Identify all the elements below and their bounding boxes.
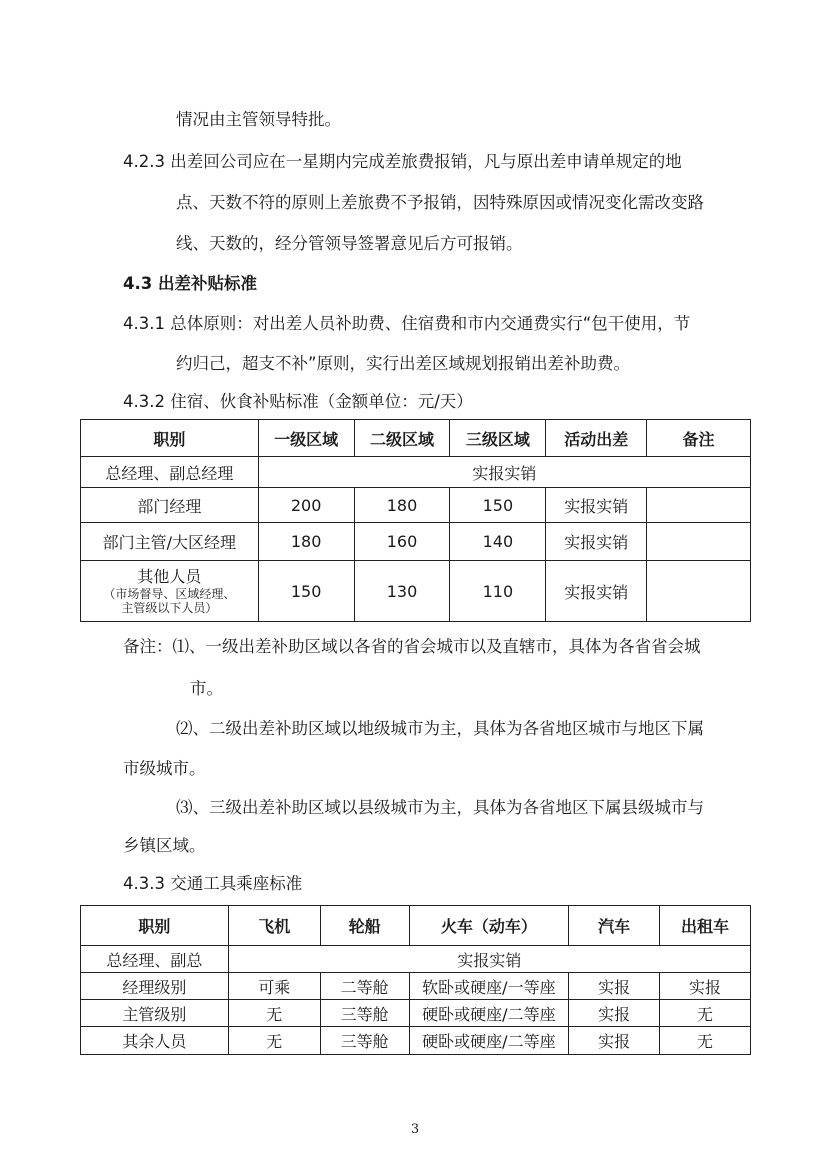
clause-4-2-3: 4.2.3 出差回公司应在一星期内完成差旅费报销，凡与原出差申请单规定的地: [123, 152, 682, 171]
table-cell: 110: [450, 561, 546, 622]
table-cell: 部门主管/大区经理: [81, 523, 259, 561]
table-row: [81, 523, 751, 561]
table-row: [81, 1000, 751, 1027]
table-cell: 实报实销: [228, 946, 750, 973]
table-cell: [81, 561, 259, 622]
allowance-table: [80, 419, 751, 622]
header-cell: 二级区域: [354, 420, 450, 457]
table-cell: 无: [228, 1027, 320, 1055]
table-row: [81, 946, 751, 973]
table-cell: 无: [228, 1000, 320, 1027]
table-cell: 180: [258, 523, 354, 561]
table-cell: 150: [450, 488, 546, 523]
table-cell: 总经理、副总: [81, 946, 229, 973]
table-cell: 实报实销: [258, 457, 750, 488]
note-3: ⑶、三级出差补助区域以县级城市为主，具体为各省地区下属县级城市与: [176, 798, 704, 817]
clause-4-3-1-cont: 约归己，超支不补”原则，实行出差区域规划报销出差补助费。: [176, 354, 631, 373]
header-cell: 备注: [647, 420, 751, 457]
header-cell: 飞机: [228, 906, 320, 946]
table-cell: 总经理、副总经理: [81, 457, 259, 488]
table-cell: [647, 561, 751, 622]
header-cell: 一级区域: [258, 420, 354, 457]
table-cell: 软卧或硬座/一等座: [409, 973, 569, 1000]
header-cell: 轮船: [320, 906, 409, 946]
note-2-cont: 市级城市。: [123, 759, 206, 778]
role-note: （市场督导、区域经理、: [103, 587, 236, 601]
table-cell: 无: [660, 1027, 751, 1055]
clause-4-2-3-cont1: 点、天数不符的原则上差旅费不予报销，因特殊原因或情况变化需改变路: [176, 193, 704, 212]
table-cell: 实报: [569, 1027, 660, 1055]
table-cell: 150: [258, 561, 354, 622]
clause-4-3-3: 4.3.3 交通工具乘座标准: [123, 874, 303, 893]
note-1-cont: 市。: [190, 679, 223, 698]
table-row: [81, 1027, 751, 1055]
section-heading-4-3: 4.3 出差补贴标准: [123, 274, 257, 293]
header-cell: 活动出差: [546, 420, 647, 457]
table-cell: 三等舱: [320, 1000, 409, 1027]
table-cell: 无: [660, 1000, 751, 1027]
table-cell: [647, 488, 751, 523]
para-special-approval: 情况由主管领导特批。: [176, 110, 341, 129]
note-1: 备注：⑴、一级出差补助区域以各省的省会城市以及直辖市，具体为各省省会城: [123, 637, 701, 656]
table-cell: 140: [450, 523, 546, 561]
clause-4-3-1: 4.3.1 总体原则：对出差人员补助费、住宿费和市内交通费实行“包干使用，节: [123, 314, 691, 333]
table-cell: 三等舱: [320, 1027, 409, 1055]
table-header-row: [81, 906, 751, 946]
page-number: 3: [410, 1122, 420, 1137]
clause-4-3-2: 4.3.2 住宿、伙食补贴标准（金额单位：元/天）: [123, 392, 473, 411]
header-cell: 出租车: [660, 906, 751, 946]
table-cell: 部门经理: [81, 488, 259, 523]
table-cell: 130: [354, 561, 450, 622]
header-cell: 职别: [81, 420, 259, 457]
role-note: 主管级以下人员）: [121, 601, 218, 615]
table-cell: 二等舱: [320, 973, 409, 1000]
table-row: [81, 457, 751, 488]
table-cell: 180: [354, 488, 450, 523]
table-cell: 实报: [569, 973, 660, 1000]
table-header-row: [81, 420, 751, 457]
table-cell: 实报实销: [546, 561, 647, 622]
table-cell: 160: [354, 523, 450, 561]
header-cell: 职别: [81, 906, 229, 946]
clause-4-2-3-cont2: 线、天数的，经分管领导签署意见后方可报销。: [176, 234, 523, 253]
table-cell: 实报: [569, 1000, 660, 1027]
header-cell: 火车（动车）: [409, 906, 569, 946]
transport-table: [80, 905, 751, 1055]
table-row: [81, 561, 751, 622]
note-3-cont: 乡镇区域。: [123, 836, 206, 855]
table-cell: 硬卧或硬座/二等座: [409, 1027, 569, 1055]
table-cell: 实报实销: [546, 523, 647, 561]
header-cell: 三级区域: [450, 420, 546, 457]
table-cell: 实报实销: [546, 488, 647, 523]
table-cell: 200: [258, 488, 354, 523]
table-cell: [647, 523, 751, 561]
role-label: 其他人员: [137, 567, 202, 586]
table-cell: 可乘: [228, 973, 320, 1000]
table-row: [81, 488, 751, 523]
table-cell: 实报: [660, 973, 751, 1000]
note-2: ⑵、二级出差补助区域以地级城市为主，具体为各省地区城市与地区下属: [176, 719, 704, 738]
table-cell: 其余人员: [81, 1027, 229, 1055]
table-cell: 硬卧或硬座/二等座: [409, 1000, 569, 1027]
header-cell: 汽车: [569, 906, 660, 946]
table-row: [81, 973, 751, 1000]
table-cell: 经理级别: [81, 973, 229, 1000]
table-cell: 主管级别: [81, 1000, 229, 1027]
